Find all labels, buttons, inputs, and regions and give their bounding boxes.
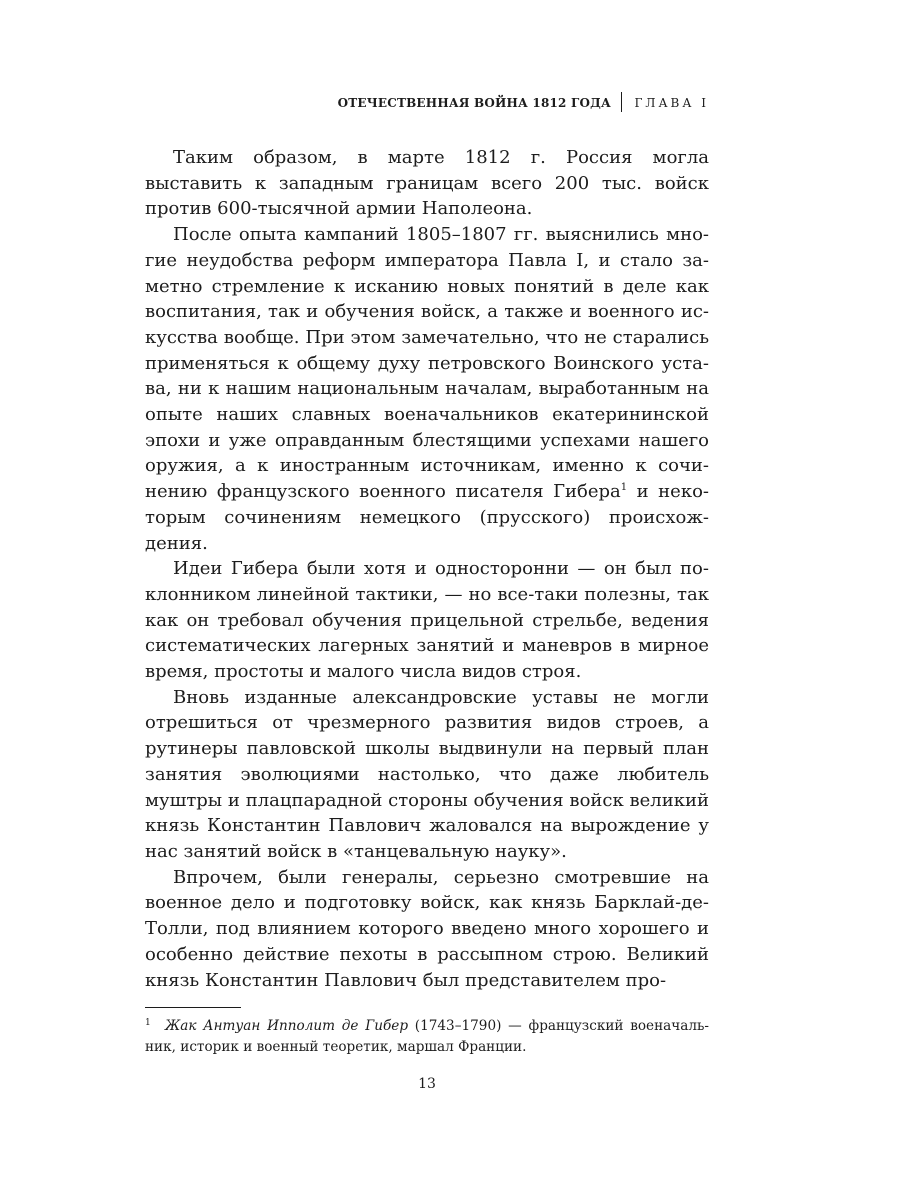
running-head [145, 92, 709, 113]
footnote-text: (1743–1790) — французский военачальник, историк и военный теоретик, маршал Франции. [145, 1018, 709, 1055]
paragraph-5-text: Впрочем, были генералы, серьезно смотревшие на военное дело и подготовку войск, как князь Барклай-де-Толли, под влиянием которого введено много хорошего и особенно действие пехоты в рассыпном строю. Великий князь Константин Павлович был представителем про- [145, 866, 709, 991]
running-head-title: ОТЕЧЕСТВЕННАЯ ВОЙНА 1812 ГОДА [337, 96, 611, 110]
paragraph-3 [145, 556, 709, 685]
footnote-mark: 1 [145, 1018, 151, 1028]
paragraph-4 [145, 685, 709, 865]
paragraph-2 [145, 222, 709, 556]
running-head-separator [621, 92, 623, 112]
footnote-reference[interactable]: 1 [620, 482, 628, 494]
paragraph-2-text: После опыта кампаний 1805–1807 гг. выяснились многие неудобства реформ императора Павла I, и стало заметно стремление к исканию новых понятий в деле как воспитания, так и обучения войск, а также и военного искусства вообще. При этом замечательно, что не старались применяться к общему духу петровского Воинского устава, ни к нашим национальным началам, выработанным на опыте наших славных военачальников екатерининской эпохи и уже оправданным блестящими успехами нашего оружия, а к иностранным источникам, именно к сочинению французского военного писателя Гибера [145, 224, 709, 503]
running-head-chapter: ГЛАВА I [634, 96, 709, 110]
footnote [145, 1013, 709, 1058]
footnote-divider [145, 1007, 241, 1008]
paragraph-4-text: Вновь изданные александровские уставы не могли отрешиться от чрезмерного развития видов строев, а рутинеры павловской школы выдвинули на первый план занятия эволюциями настолько, что даже любитель муштры и плацпарадной стороны обучения войск великий князь Константин Павлович жаловался на вырождение у нас занятий войск в «танцевальную науку». [145, 686, 709, 862]
body-text [145, 145, 709, 993]
paragraph-2-text-after: и некоторым сочинениям немецкого (прусского) происхождения. [145, 481, 709, 554]
paragraph-1 [145, 145, 709, 222]
paragraph-5 [145, 865, 709, 994]
footnote-name: Жак Антуан Ипполит де Гибер [165, 1018, 409, 1034]
paragraph-3-text: Идеи Гибера были хотя и односторонни — он был поклонником линейной тактики, — но все-таки полезны, так как он требовал обучения прицельной стрельбе, ведения систематических лагерных занятий и маневров в мирное время, простоты и малого числа видов строя. [145, 558, 709, 683]
paragraph-1-text: Таким образом, в марте 1812 г. Россия могла выставить к западным границам всего 200 тыс. войск против 600-тысячной армии Наполеона. [145, 147, 709, 220]
page-number: 13 [418, 1076, 436, 1092]
